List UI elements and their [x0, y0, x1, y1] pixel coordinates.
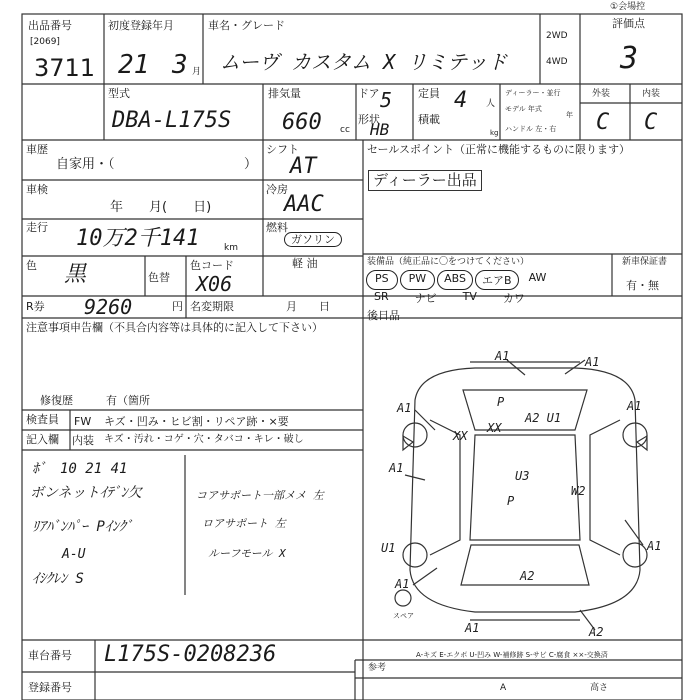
equip-navi: ナビ	[414, 292, 437, 305]
damage-mark: A1	[465, 621, 480, 635]
person-unit: 人	[486, 99, 496, 109]
model-year-label: モデル 年式	[505, 105, 542, 113]
drive-2wd: 2WD	[546, 31, 568, 41]
ac-value: AAC	[284, 192, 324, 217]
exterior-value: C	[596, 110, 610, 135]
damage-mark: A2 U1	[525, 411, 562, 425]
lot-number-label: 出品番号	[28, 19, 72, 32]
damage-mark: A1	[647, 539, 662, 553]
handwritten-line-1: ﾎﾞ 10 21 41	[32, 461, 128, 477]
handwritten-line-2: ボンネットｲﾃﾞﾝ欠	[30, 485, 142, 501]
fuel-light-oil: 軽 油	[292, 257, 318, 270]
spare-label: スペア	[393, 612, 414, 620]
model-label: 型式	[108, 87, 130, 100]
equip-aw: AW	[528, 271, 547, 284]
chassis-number: L175S-0208236	[104, 642, 277, 667]
damage-mark: U3	[515, 469, 530, 483]
inspector-label: 検査員	[26, 413, 59, 426]
doors-value: 5	[380, 88, 393, 112]
rating-label: 評価点	[612, 17, 645, 30]
recycle-value: 9260	[84, 295, 133, 319]
after-items-label: 後日品	[367, 309, 400, 322]
km-unit: km	[224, 243, 238, 253]
registration-number-label: 登録番号	[28, 681, 72, 694]
damage-mark: XX	[487, 421, 502, 435]
damage-mark: P	[507, 494, 515, 508]
height-label: 高さ	[590, 683, 609, 693]
shape-label: 形状	[358, 113, 380, 126]
chassis-number-label: 車台番号	[28, 649, 72, 662]
shape-value: HB	[370, 120, 390, 139]
mileage-label: 走行	[26, 221, 48, 234]
fw-label: FW	[74, 415, 92, 428]
shift-value: AT	[290, 154, 317, 179]
capacity-label: 定員	[418, 87, 440, 100]
handwritten-line-8: ルーフモール X	[208, 547, 286, 560]
car-name: ムーヴ カスタム X リミテッド	[220, 50, 508, 74]
equip-leather: カワ	[502, 292, 525, 305]
color-code-value: X06	[196, 272, 233, 296]
load-label: 積載	[418, 113, 440, 126]
displacement-label: 排気量	[268, 87, 301, 100]
first-registration-month: 3	[172, 50, 188, 80]
handwritten-line-4: A-U	[62, 547, 86, 562]
damage-mark: U1	[381, 541, 396, 555]
interior-value: C	[644, 110, 658, 135]
car-name-label: 車名・グレード	[208, 19, 285, 32]
ac-label: 冷房	[266, 183, 288, 196]
exterior-label: 外装	[592, 89, 611, 99]
equip-ps: PS	[366, 270, 398, 290]
damage-mark: A1	[389, 461, 404, 475]
extra-label: A	[500, 683, 507, 693]
damage-mark: XX	[453, 429, 468, 443]
month-unit: 月	[192, 67, 202, 77]
year-unit: 年	[566, 111, 573, 119]
repair-history-value: 有（箇所	[106, 394, 150, 407]
interior-checks: キズ・汚れ・コゲ・穴・タバコ・キレ・破し	[104, 434, 304, 445]
exterior-checks: キズ・凹み・ヒビ割・リペア跡・×要	[104, 415, 289, 428]
displacement-value: 660	[282, 110, 322, 135]
mileage-value: 10万2千141	[76, 226, 200, 251]
color-value: 黒	[64, 262, 87, 287]
corner-note: ①会場控	[610, 2, 646, 12]
damage-mark: A2	[589, 625, 604, 639]
usage-close: ）	[244, 157, 258, 172]
dealer-listing-box: ディーラー出品	[368, 170, 482, 191]
color-label: 色	[26, 259, 37, 272]
handwritten-line-3: ﾘｱﾊﾞﾝﾊﾟｰ Pｲﾝｸﾞ	[32, 519, 133, 535]
interior-label: 内装	[642, 89, 661, 99]
damage-mark: A1	[397, 401, 412, 415]
doors-label: ドア	[358, 87, 380, 100]
equip-airbag: エアB	[475, 270, 519, 290]
shift-label: シフト	[266, 143, 299, 156]
first-registration-label: 初度登録年月	[108, 19, 174, 32]
damage-mark: A1	[495, 349, 510, 363]
yen-unit: 円	[172, 300, 183, 313]
equip-sr: SR	[374, 290, 389, 303]
damage-legend: A-キズ E-エクボ U-凹み W-補修跡 S-サビ C-腐食 ××-交換済	[416, 651, 608, 659]
equip-abs: ABS	[437, 270, 473, 290]
handwritten-line-6: コアサポート一部メメ 左	[196, 489, 324, 502]
equip-tv: TV	[462, 290, 477, 303]
equipment-row-1	[366, 270, 554, 290]
handle-label: ハンドル 左・右	[505, 125, 557, 133]
fuel-label: 燃料	[266, 221, 288, 234]
equipment-label: 装備品（純正品に〇をつけてください）	[367, 257, 530, 267]
sales-points-label: セールスポイント（正常に機能するものに限ります）	[367, 143, 631, 156]
damage-mark: P	[497, 395, 505, 409]
damage-mark: A2	[520, 569, 535, 583]
model-value: DBA-L175S	[112, 108, 232, 133]
declaration-label: 注意事項申告欄（不具合内容等は具体的に記入して下さい）	[26, 321, 323, 334]
kg-unit: kg	[490, 129, 499, 137]
handwritten-line-7: ロアサポート 左	[202, 517, 286, 530]
entry-label: 記入欄	[26, 433, 59, 446]
repair-history-label: 修復歴	[40, 394, 73, 407]
color-code-label: 色コード	[190, 259, 234, 272]
lot-number: 3711	[34, 54, 96, 82]
name-change-fields: 月 日	[286, 300, 330, 313]
equipment-row-2	[374, 290, 525, 306]
usage-label: 車歴	[26, 143, 48, 156]
inspection-fields: 年 月( 日)	[110, 200, 212, 215]
damage-mark: A1	[627, 399, 642, 413]
fuel-gasoline: ガソリン	[284, 232, 342, 247]
interior-checks-label: 内装	[72, 434, 94, 447]
drive-4wd: 4WD	[546, 57, 568, 67]
new-car-warranty-label: 新車保証書	[622, 257, 668, 267]
equip-pw: PW	[400, 270, 436, 290]
color-change-label: 色替	[148, 271, 170, 284]
damage-mark: A1	[395, 577, 410, 591]
cc-unit: cc	[340, 125, 350, 135]
car-diagram	[375, 340, 675, 640]
damage-mark: W2	[571, 484, 586, 498]
damage-mark: A1	[585, 355, 600, 369]
name-change-label: 名変期限	[190, 300, 234, 313]
lot-code: [2069]	[30, 37, 60, 47]
reference-label: 参考	[368, 663, 387, 673]
rating-value: 3	[620, 41, 639, 76]
recycle-label: R券	[26, 300, 45, 313]
handwritten-line-5: ｲｼｸﾚﾝ S	[32, 571, 84, 587]
first-registration-year: 21	[118, 50, 150, 80]
inspection-label: 車検	[26, 183, 48, 196]
usage-value: 自家用・（	[56, 157, 115, 172]
capacity-value: 4	[454, 88, 468, 113]
warranty-value: 有・無	[626, 279, 659, 292]
dealer-import-label: ディーラー・並行	[505, 89, 561, 97]
